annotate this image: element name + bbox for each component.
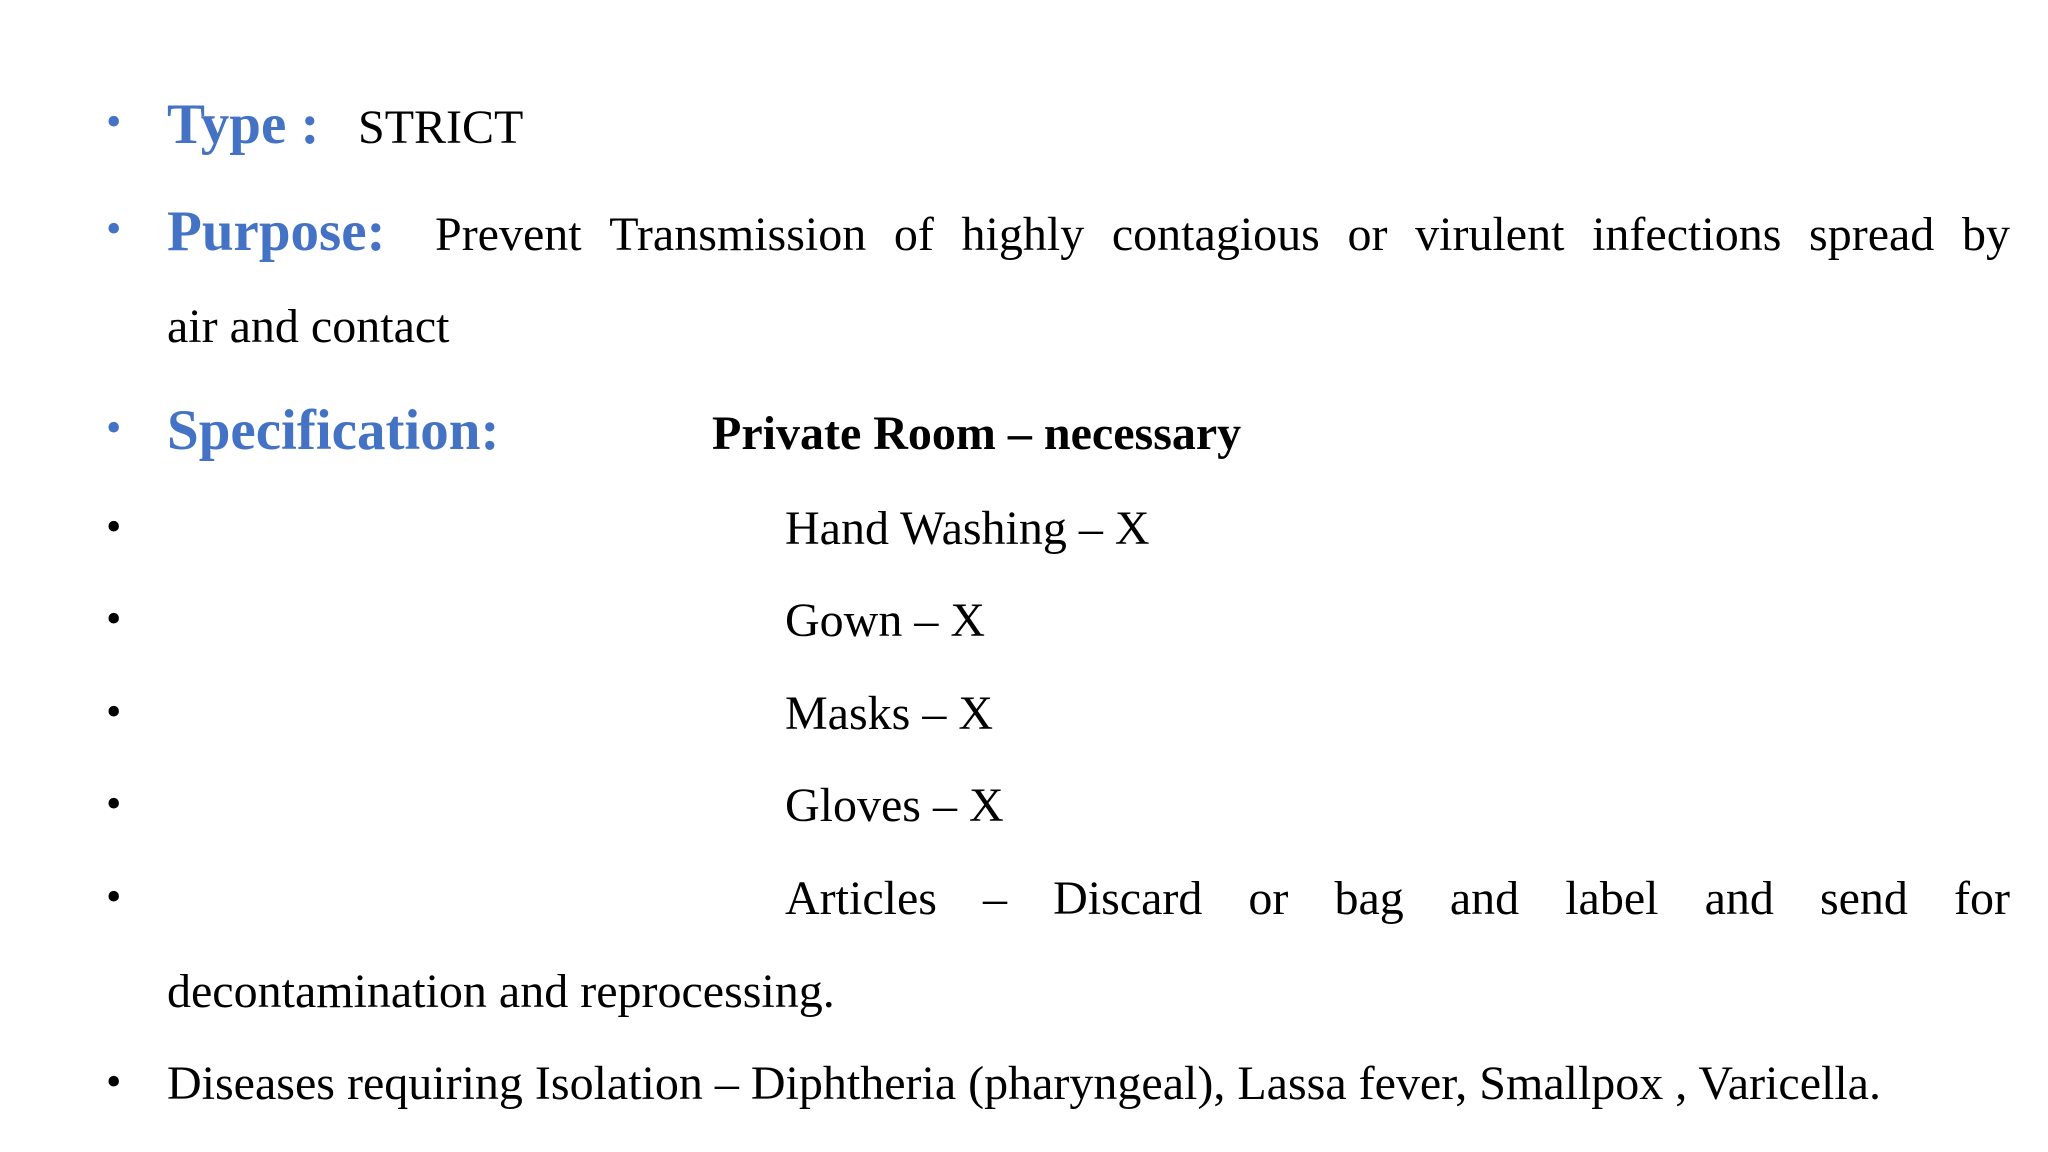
item-gown: Gown – X [785, 594, 985, 647]
type-row [0, 93, 2048, 186]
articles-line-2: decontamination and reprocessing. [167, 965, 835, 1018]
articles-word: for [1953, 872, 2010, 925]
purpose-line-2: air and contact [167, 300, 450, 353]
purpose-label: Purpose: [167, 200, 386, 263]
purpose-continuation [0, 300, 2048, 393]
bullet: • [106, 97, 122, 146]
type-label: Type : [167, 93, 320, 156]
articles-word: bag [1334, 872, 1404, 925]
diseases-text: Diseases requiring Isolation – Diphtheria (pharyngeal), Lassa fever, Smallpox , Varicella. [167, 1057, 1881, 1110]
purpose-word: by [1961, 208, 2010, 261]
bullet: • [106, 687, 122, 736]
articles-word: Discard [1053, 872, 1203, 925]
purpose-word: Transmission [609, 208, 867, 261]
item-masks: Masks – X [785, 687, 994, 740]
purpose-word: highly [961, 208, 1085, 261]
bullet: • [106, 403, 122, 452]
list-item [0, 502, 2048, 595]
purpose-word: spread [1809, 208, 1935, 261]
purpose-word: or [1347, 208, 1388, 261]
bullet: • [106, 502, 122, 551]
bullet: • [106, 1057, 122, 1106]
purpose-line-1 [435, 208, 2010, 261]
articles-line-1 [785, 872, 2010, 925]
purpose-word: Prevent [435, 208, 582, 261]
item-hand-washing: Hand Washing – X [785, 502, 1150, 555]
specification-row [0, 399, 2048, 492]
list-item [0, 594, 2048, 687]
articles-word: and [1449, 872, 1520, 925]
articles-word: label [1565, 872, 1659, 925]
purpose-row [0, 200, 2048, 293]
list-item [0, 687, 2048, 780]
purpose-word: infections [1592, 208, 1782, 261]
purpose-word: virulent [1415, 208, 1565, 261]
articles-word: – [983, 872, 1008, 925]
list-item [0, 779, 2048, 872]
bullet: • [106, 872, 122, 921]
purpose-word: of [893, 208, 934, 261]
bullet: • [106, 779, 122, 828]
articles-word: send [1819, 872, 1908, 925]
articles-continuation [0, 965, 2048, 1058]
purpose-word: contagious [1111, 208, 1320, 261]
bullet: • [106, 594, 122, 643]
specification-value: Private Room – necessary [712, 407, 1242, 460]
diseases-row [0, 1057, 2048, 1150]
articles-word: and [1704, 872, 1774, 925]
articles-row [0, 872, 2048, 965]
item-gloves: Gloves – X [785, 779, 1004, 832]
articles-word: or [1248, 872, 1289, 925]
specification-label: Specification: [167, 399, 500, 462]
bullet: • [106, 204, 122, 253]
articles-word: Articles [785, 872, 937, 925]
type-value: STRICT [358, 101, 524, 154]
